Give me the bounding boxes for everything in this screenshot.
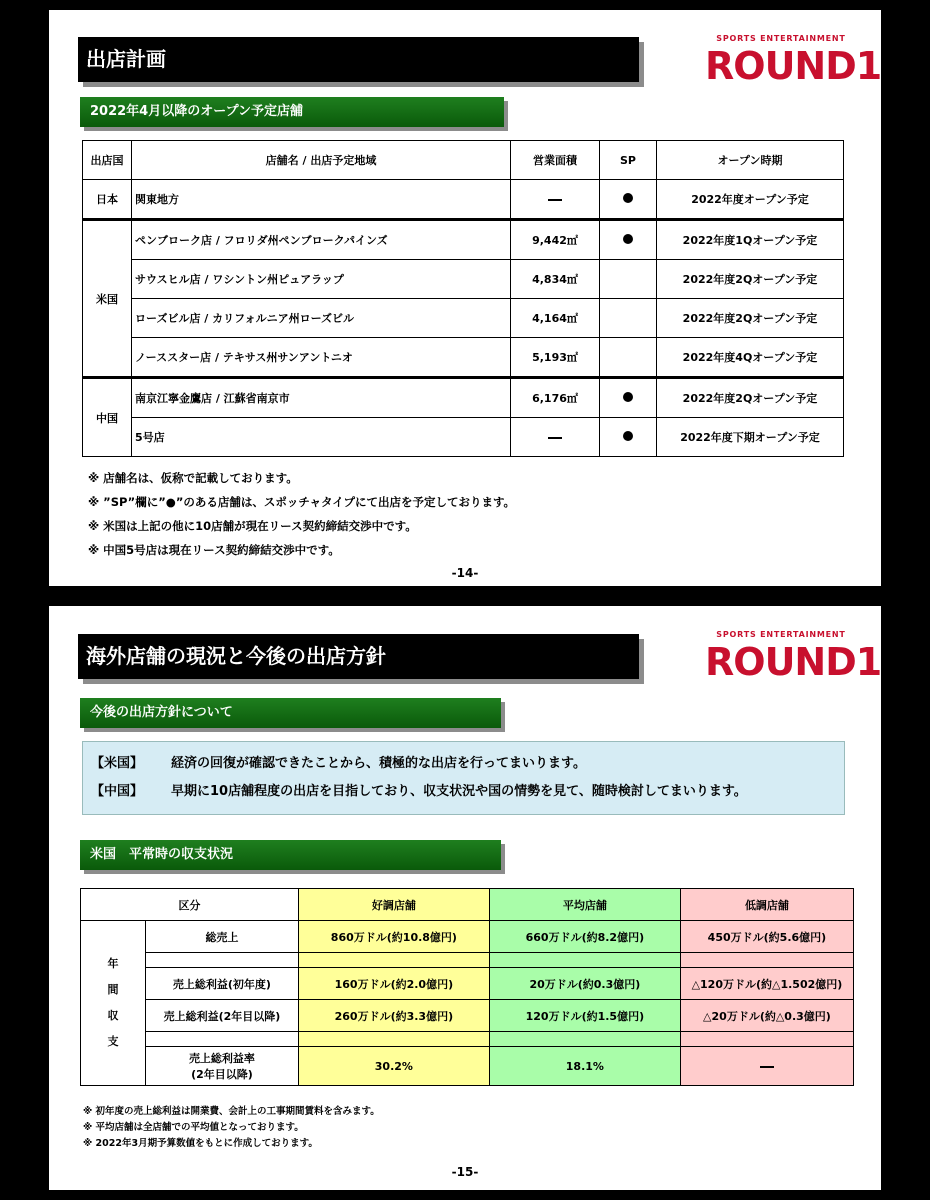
sp-cell (600, 378, 657, 418)
store-cell: 関東地方 (132, 180, 511, 220)
sp-dot-icon (623, 392, 633, 402)
opening-cell: 2022年度4Qオープン予定 (657, 338, 844, 378)
opening-cell: 2022年度2Qオープン予定 (657, 260, 844, 299)
policy-text: 経済の回復が確認できたことから、積極的な出店を行ってまいります。 (171, 756, 586, 771)
area-cell (511, 180, 600, 220)
opening-cell: 2022年度下期オープン予定 (657, 418, 844, 457)
footnotes (83, 1104, 380, 1152)
area-cell: 5,193㎡ (511, 338, 600, 378)
logo-wordmark: ROUND1 (705, 640, 882, 684)
income-table (80, 888, 854, 1086)
good-cell: 160万ドル(約2.0億円) (298, 968, 489, 1000)
spacer-cell (489, 1032, 680, 1047)
row-label (146, 1047, 299, 1086)
slide-15 (49, 606, 881, 1190)
table-row (81, 1047, 854, 1086)
footnotes (88, 468, 515, 564)
policy-row (91, 752, 844, 780)
table-row (83, 180, 844, 220)
avg-cell: 20万ドル(約0.3億円) (489, 968, 680, 1000)
logo-subtitle: SPORTS ENTERTAINMENT (716, 630, 846, 639)
sp-cell (600, 260, 657, 299)
page-title: 海外店舗の現況と今後の出店方針 (78, 634, 639, 679)
spacer-cell (146, 953, 299, 968)
area-cell: 9,442㎡ (511, 220, 600, 260)
opening-cell: 2022年度オープン予定 (657, 180, 844, 220)
sp-dot-icon (623, 234, 633, 244)
opening-cell: 2022年度1Qオープン予定 (657, 220, 844, 260)
spacer-row (81, 953, 854, 968)
row-label: 総売上 (146, 921, 299, 953)
opening-cell: 2022年度2Qオープン予定 (657, 378, 844, 418)
page-number: -15- (451, 1165, 479, 1179)
header-avg: 平均店舗 (489, 889, 680, 921)
store-cell: 南京江寧金鷹店 / 江蘇省南京市 (132, 378, 511, 418)
footnote: ※ 2022年3月期予算数値をもとに作成しております。 (83, 1138, 318, 1149)
spacer-cell (680, 1032, 853, 1047)
table-row (83, 418, 844, 457)
header-category: 区分 (81, 889, 299, 921)
table-header-row (83, 141, 844, 180)
section-heading: 米国 平常時の収支状況 (80, 840, 501, 870)
header-sp: SP (600, 141, 657, 180)
country-cell: 日本 (83, 180, 132, 220)
header-country: 出店国 (83, 141, 132, 180)
header-good: 好調店舗 (298, 889, 489, 921)
page-title: 出店計画 (78, 37, 639, 82)
logo-wordmark: ROUND1 (705, 44, 882, 88)
country-cell: 中国 (83, 378, 132, 457)
sp-cell (600, 418, 657, 457)
footnote: ※ 中国5号店は現在リース契約締結交渉中です。 (88, 543, 340, 557)
dash-mark (548, 437, 562, 439)
table-row (83, 260, 844, 299)
table-row (81, 1000, 854, 1032)
spacer-cell (298, 1032, 489, 1047)
header-low: 低調店舗 (680, 889, 853, 921)
header-store: 店舗名 / 出店予定地域 (132, 141, 511, 180)
avg-cell: 120万ドル(約1.5億円) (489, 1000, 680, 1032)
slide-14 (49, 10, 881, 586)
table-header-row (81, 889, 854, 921)
table-row (81, 968, 854, 1000)
sp-dot-icon (623, 193, 633, 203)
table-row (83, 220, 844, 260)
footnote: ※ ”SP”欄に”●”のある店舗は、スポッチャタイプにて出店を予定しております。 (88, 495, 516, 509)
footnote: ※ 平均店舗は全店舗での平均値となっております。 (83, 1122, 304, 1133)
row-label: 売上総利益(2年目以降) (146, 1000, 299, 1032)
low-cell: 450万ドル(約5.6億円) (680, 921, 853, 953)
good-cell: 260万ドル(約3.3億円) (298, 1000, 489, 1032)
row-label: 売上総利益(初年度) (146, 968, 299, 1000)
store-cell: ローズビル店 / カリフォルニア州ローズビル (132, 299, 511, 338)
logo-subtitle: SPORTS ENTERTAINMENT (716, 34, 846, 43)
round1-logo (705, 630, 882, 688)
side-label-text: 年間収支 (107, 957, 119, 1048)
footnote: ※ 米国は上記の他に10店舗が現在リース契約締結交渉中です。 (88, 519, 417, 533)
section-heading: 2022年4月以降のオープン予定店舗 (80, 97, 504, 127)
sp-dot-icon (623, 431, 633, 441)
spacer-cell (489, 953, 680, 968)
footnote: ※ 初年度の売上総利益は開業費、会計上の工事期間賃料を含みます。 (83, 1106, 380, 1117)
store-cell: 5号店 (132, 418, 511, 457)
area-cell: 6,176㎡ (511, 378, 600, 418)
store-cell: サウスヒル店 / ワシントン州ピュアラップ (132, 260, 511, 299)
table-row (83, 378, 844, 418)
policy-box (82, 741, 845, 815)
avg-cell: 18.1% (489, 1047, 680, 1086)
store-plan-table (82, 140, 844, 457)
area-cell: 4,164㎡ (511, 299, 600, 338)
sp-cell (600, 180, 657, 220)
row-label-line: 売上総利益率 (188, 1052, 255, 1065)
store-cell: ペンブローク店 / フロリダ州ペンブロークパインズ (132, 220, 511, 260)
country-cell: 米国 (83, 220, 132, 378)
area-cell (511, 418, 600, 457)
round1-logo (705, 34, 882, 92)
low-cell: △20万ドル(約△0.3億円) (680, 1000, 853, 1032)
low-cell: △120万ドル(約△1.502億円) (680, 968, 853, 1000)
dash-mark (760, 1066, 774, 1068)
section-heading: 今後の出店方針について (80, 698, 501, 728)
policy-text: 早期に10店舗程度の出店を目指しており、収支状況や国の情勢を見て、随時検討してまいります。 (171, 784, 747, 799)
page-number: -14- (451, 566, 479, 580)
spacer-cell (680, 953, 853, 968)
good-cell: 30.2% (298, 1047, 489, 1086)
table-row (83, 299, 844, 338)
good-cell: 860万ドル(約10.8億円) (298, 921, 489, 953)
sp-cell (600, 338, 657, 378)
low-cell (680, 1047, 853, 1086)
area-cell: 4,834㎡ (511, 260, 600, 299)
spacer-cell (298, 953, 489, 968)
policy-row (91, 780, 844, 808)
header-area: 営業面積 (511, 141, 600, 180)
opening-cell: 2022年度2Qオープン予定 (657, 299, 844, 338)
table-row (81, 921, 854, 953)
header-opening: オープン時期 (657, 141, 844, 180)
policy-label: 【米国】 (91, 756, 144, 771)
footnote: ※ 店舗名は、仮称で記載しております。 (88, 471, 298, 485)
table-row (83, 338, 844, 378)
dash-mark (548, 199, 562, 201)
side-label (81, 921, 146, 1086)
spacer-cell (146, 1032, 299, 1047)
sp-cell (600, 220, 657, 260)
spacer-row (81, 1032, 854, 1047)
sp-cell (600, 299, 657, 338)
row-label-line: (2年目以降) (191, 1068, 253, 1081)
avg-cell: 660万ドル(約8.2億円) (489, 921, 680, 953)
store-cell: ノーススター店 / テキサス州サンアントニオ (132, 338, 511, 378)
policy-label: 【中国】 (91, 784, 144, 799)
